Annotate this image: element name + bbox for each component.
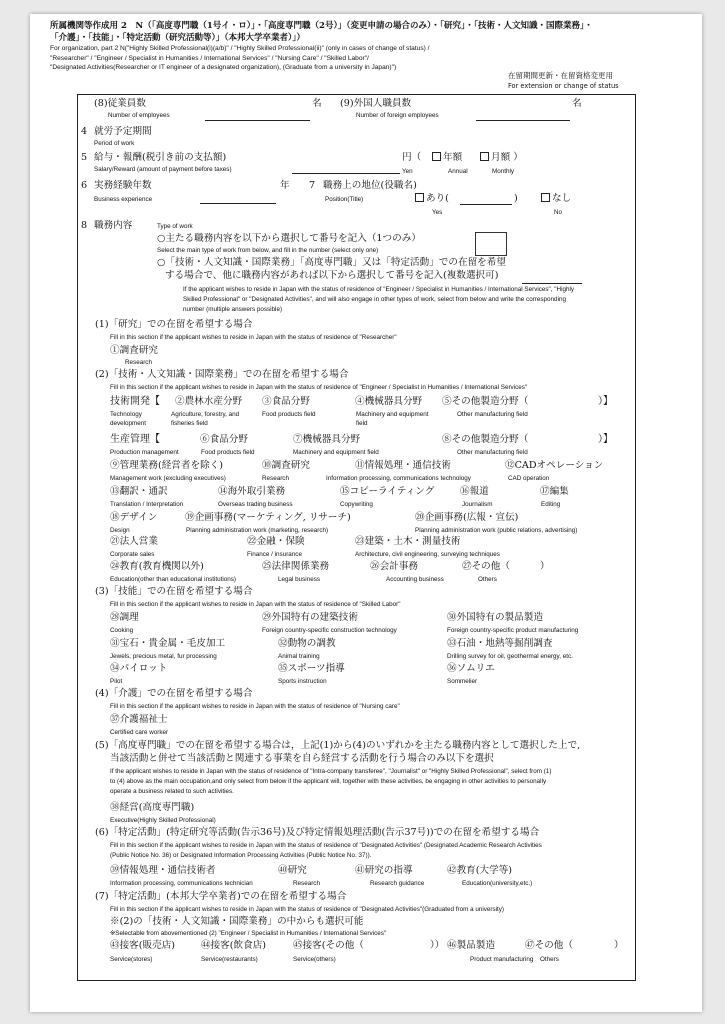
item-37: ㊲介護福祉士: [110, 714, 168, 725]
item-10: ⑩調査研究: [262, 460, 310, 471]
salary-field[interactable]: [292, 173, 400, 174]
item-44-en: Service(restaurants): [201, 956, 258, 963]
monthly-label-en: Monthly: [492, 168, 515, 175]
position-yes-close: ): [514, 193, 518, 204]
item-22-en: Finance / insurance: [247, 551, 302, 558]
other-work-number-field[interactable]: [522, 283, 582, 284]
item-24-en: Education(other than educational institutions): [110, 576, 237, 583]
item-34-en: Pilot: [110, 678, 123, 685]
item-4-en-2: field: [356, 420, 368, 427]
item-26-en: Accounting business: [386, 576, 444, 583]
position-yes-en: Yes: [432, 209, 443, 216]
main-work-number-box[interactable]: [475, 232, 507, 256]
item-17-en: Editing: [541, 501, 561, 508]
section-8-number: 8: [81, 220, 88, 231]
item-14-en: Overseas trading business: [218, 501, 293, 508]
type-of-work-label-en: Type of work: [157, 223, 193, 230]
item-26: ㉖会計事務: [370, 561, 418, 572]
skilled-labor-section-title: (3)「技能」での在留を希望する場合: [95, 586, 253, 597]
item-2: ②農林水産分野: [175, 396, 243, 407]
production-mgmt-en: Production management: [110, 449, 179, 456]
item-6: ⑥食品分野: [200, 434, 248, 445]
tech-dev-en-1: Technology: [110, 411, 142, 418]
designated-research-en-1: Fill in this section if the applicant wishes to reside in Japan with the status of residence of "Designated Activities" (Designated Academic Research Activities: [110, 842, 542, 849]
position-no-label: なし: [552, 193, 572, 204]
other-work-instruction-en-2: Skilled Professional" or "Designated Activities", and will also engage in other types of work, select from below and write the corresponding: [183, 296, 566, 303]
item-22: ㉒金融・保険: [247, 536, 305, 547]
item-42: ㊷教育(大学等): [447, 865, 513, 876]
header-right-jp: 在留期間更新・在留資格変更用: [508, 71, 613, 80]
item-2-en-1: Agriculture, forestry, and: [171, 411, 240, 418]
item-21-en: Corporate sales: [110, 551, 155, 558]
graduate-section-title: (7)「特定活動」(本邦大学卒業者)での在留を希望する場合: [95, 891, 347, 902]
item-15: ⑮コピーライティング: [340, 486, 435, 497]
section-5-number: 5: [81, 152, 88, 163]
employees-field[interactable]: [205, 120, 310, 121]
hsp-section-title-1: (5)「高度専門職」での在留を希望する場合は，上記(1)から(4)のいずれかを主たる職務内容として選択した上で,: [95, 740, 581, 751]
foreign-employees-unit: 名: [572, 98, 582, 109]
item-29-en: Foreign country-specific construction technology: [262, 627, 397, 634]
other-work-instruction-en-1: If the applicant wishes to reside in Japan with the status of residence of "Engineer / Specialist in Humanities / International Services", "Highly: [183, 286, 575, 293]
other-work-instruction-en-3: number (multiple answers possible): [183, 306, 283, 313]
position-no-en: No: [554, 209, 563, 216]
foreign-employees-field[interactable]: [476, 120, 570, 121]
employees-unit: 名: [312, 98, 322, 109]
item-44: ㊹接客(飲食店): [201, 940, 267, 951]
other-work-instruction-2: する場合で、他に職務内容があれば以下から選択して番号を記入(複数選択可): [165, 270, 499, 281]
item-1-research: ①調査研究: [110, 345, 158, 356]
item-18-en: Design: [110, 527, 130, 534]
type-of-work-label: 職務内容: [94, 220, 133, 231]
item-18: ⑱デザイン: [110, 512, 158, 523]
item-47: ㊼その他（: [525, 940, 573, 951]
period-of-work-label-en: Period of work: [94, 140, 135, 147]
item-38-en: Executive(Highly Skilled Professional): [110, 817, 216, 824]
item-4: ④機械器具分野: [355, 396, 423, 407]
form-header: [50, 20, 650, 90]
item-11: ⑪情報処理・通信技術: [355, 460, 451, 471]
item-16: ⑯報道: [460, 486, 489, 497]
item-33-en: Drilling survey for oil, geothermal energy, etc.: [447, 653, 573, 660]
item-30: ㉚外国特有の製品製造: [447, 612, 543, 623]
annual-label-en: Annual: [448, 168, 468, 175]
item-20-en: Planning administration work (public relations, advertising): [415, 527, 578, 534]
item-31: ㉛宝石・貴金属・毛皮加工: [110, 638, 226, 649]
position-title-field[interactable]: [460, 204, 512, 205]
item-45-close: ））: [430, 940, 445, 951]
item-25-en: Legal business: [278, 576, 321, 583]
item-42-en: Education(university,etc.): [462, 880, 533, 887]
header-en-line2: "Researcher" / "Engineer / Specialist in Humanities / International Services" / "Nursing Care" / "Skilled Labor"/: [50, 54, 369, 62]
item-5-en: Other manufacturing field: [457, 411, 528, 418]
item-4-en-1: Machinery and equipment: [356, 411, 429, 418]
item-16-en: Journalism: [462, 501, 493, 508]
section-7-number: 7: [309, 180, 316, 191]
header-en-line1: For organization, part 2 N("Highly Skilled Professional(i)(a/b)" / "Highly Skilled Professional(ii)" (only in cases of change of status) /: [50, 45, 430, 52]
item-27: ㉗その他（: [462, 561, 510, 572]
item-12-en: CAD operation: [508, 475, 550, 482]
item-47-en: Others: [540, 956, 559, 963]
item-38: ㊳経営(高度専門職): [110, 802, 195, 813]
item-24: ㉔教育(教育機関以外): [110, 561, 204, 572]
section-6-number: 6: [81, 180, 88, 191]
graduate-note-en: ※Selectable from abovementioned (2) "Engineer / Specialist in Humanities / International Services": [110, 930, 387, 937]
item-13: ⑬翻訳・通訳: [110, 486, 168, 497]
foreign-employees-label-en: Number of foreign employees: [356, 112, 439, 119]
position-no-checkbox[interactable]: [541, 193, 550, 202]
foreign-employees-label: (9)外国人職員数: [340, 98, 412, 109]
item-3: ③食品分野: [262, 396, 310, 407]
other-work-instruction-1: ○「技術・人文知識・国際業務」「高度専門職」又は「特定活動」での在留を希望: [157, 257, 506, 268]
item-5: ⑤その他製造分野（: [442, 396, 529, 407]
item-23: ㉓建築・土木・測量技術: [355, 536, 461, 547]
experience-label: 実務経験年数: [94, 180, 152, 191]
nursing-section-en: Fill in this section if the applicant wishes to reside in Japan with the status of residence of "Nursing care": [110, 703, 400, 710]
tech-dev-head: 技術開発【: [110, 396, 160, 407]
designated-research-section-title: (6)「特定活動」(特定研究等活動(告示36号)及び特定情報処理活動(告示37号))での在留を希望する場合: [95, 827, 540, 838]
salary-yen-en: Yen: [402, 168, 413, 175]
item-2-en-2: fisheries field: [171, 420, 208, 427]
item-27-en: Others: [478, 576, 497, 583]
item-46: ㊻製品製造: [447, 940, 495, 951]
engineer-section-title: (2)「技術・人文知識・国際業務」での在留を希望する場合: [95, 369, 349, 380]
item-36: ㊱ソムリエ: [447, 663, 495, 674]
item-30-en: Foreign country-specific product manufacturing: [447, 627, 579, 634]
item-10-en: Research: [262, 475, 289, 482]
item-32: ㉜動物の調教: [278, 638, 336, 649]
position-yes-label: あり(: [426, 193, 449, 204]
salary-label-en: Salary/Reward (amount of payment before taxes): [94, 166, 232, 173]
item-47-close: ）: [614, 940, 624, 951]
engineer-section-en: Fill in this section if the applicant wishes to reside in Japan with the status of residence of "Engineer / Specialist in Humanities / International Services": [110, 384, 528, 391]
item-23-en: Architecture, civil engineering, surveying techniques: [355, 551, 500, 558]
skilled-labor-section-en: Fill in this section if the applicant wishes to reside in Japan with the status of residence of "Skilled Labor": [110, 601, 401, 608]
item-7: ⑦機械器具分野: [293, 434, 361, 445]
item-8-en: Other manufacturing field: [457, 449, 528, 456]
hsp-section-title-2: 当該活動と併せて当該活動と関連する事業を自ら経営する活動を行う場合のみ以下を選択: [110, 753, 494, 764]
item-27-close: ）: [540, 561, 550, 572]
item-33: ㉝石油・地熱等掘削調査: [447, 638, 553, 649]
salary-label: 給与・報酬(税引き前の支払額): [94, 152, 227, 163]
header-title-line1: 所属機関等作成用 2 N（「高度専門職（1号イ・ロ）」・「高度専門職（2号）」（変更申請の場合のみ）・「研究」・「技術・人文知識・国際業務」・: [50, 21, 593, 31]
hsp-section-en-1: If the applicant wishes to reside in Japan with the status of residence of "Intra-company transferee", "Journalist" or "Highly Skilled Professional", select from (1): [110, 768, 552, 775]
item-8: ⑧その他製造分野（: [442, 434, 529, 445]
item-13-en: Translation / Interpretation: [110, 501, 184, 508]
item-9: ⑨管理業務(経営者を除く): [110, 460, 224, 471]
item-32-en: Animal training: [278, 653, 320, 660]
item-35: ㉟スポーツ指導: [278, 663, 345, 674]
item-12: ⑫CADオペレーション: [505, 460, 604, 471]
section-4-number: 4: [81, 126, 88, 137]
salary-yen: 円（: [402, 152, 422, 163]
experience-unit: 年: [280, 180, 290, 191]
period-of-work-label: 就労予定期間: [94, 126, 152, 137]
item-40: ㊵研究: [278, 865, 307, 876]
experience-label-en: Business experience: [94, 196, 153, 203]
graduate-section-en: Fill in this section if the applicant wishes to reside in Japan with the status of residence of "Designated Activities"(Graduated from a university): [110, 906, 505, 913]
item-11-en: Information processing, communications technology: [326, 475, 471, 482]
nursing-section-title: (4)「介護」での在留を希望する場合: [95, 688, 253, 699]
item-28-en: Cooking: [110, 627, 134, 634]
item-14: ⑭海外取引業務: [218, 486, 286, 497]
item-3-en: Food products field: [262, 411, 316, 418]
experience-field[interactable]: [200, 203, 276, 204]
employees-label-en: Number of employees: [108, 112, 170, 119]
item-8-close: ）】: [598, 434, 613, 445]
main-work-instruction: ○主たる職務内容を以下から選択して番号を記入（1つのみ）: [157, 233, 421, 244]
item-39: ㊴情報処理・通信技術者: [110, 865, 216, 876]
designated-research-en-2: (Public Notice No. 36) or Designated Information Processing Activities (Public Notice No. 37)).: [110, 852, 372, 859]
item-43: ㊸接客(販売店): [110, 940, 176, 951]
item-39-en: Information processing, communications technician: [110, 880, 253, 887]
employees-label: (8)従業員数: [94, 98, 146, 109]
item-9-en: Management work (excluding executives): [110, 475, 226, 482]
item-37-en: Certified care worker: [110, 729, 169, 736]
main-work-instruction-en: Select the main type of work from below, and fill in the number (select only one): [157, 247, 379, 254]
item-36-en: Sommelier: [447, 678, 478, 685]
item-6-en: Food products field: [201, 449, 255, 456]
position-yes-checkbox[interactable]: [415, 193, 424, 202]
header-en-line3: "Designated Activities(Researcher or IT engineer of a designated organization), (Graduate from a university in Japan)"): [50, 64, 397, 71]
item-5-close: ）】: [598, 396, 613, 407]
position-label: 職務上の地位(役職名): [323, 180, 417, 191]
item-43-en: Service(stores): [110, 956, 153, 963]
item-46-en: Product manufacturing: [470, 956, 534, 963]
item-41-en: Research guidance: [370, 880, 425, 887]
tech-dev-en-2: development: [110, 420, 147, 427]
item-31-en: Jewels, precious metal, fur processing: [110, 653, 217, 660]
production-mgmt-head: 生産管理【: [110, 434, 160, 445]
annual-checkbox[interactable]: [432, 152, 441, 161]
item-19: ⑲企画事務(マーケティング, リサーチ): [185, 512, 351, 523]
item-20: ⑳企画事務(広報・宣伝): [415, 512, 519, 523]
item-35-en: Sports instruction: [278, 678, 327, 685]
header-right-en: For extension or change of status: [508, 82, 619, 90]
researcher-section-en: Fill in this section if the applicant wishes to reside in Japan with the status of residence of "Researcher": [110, 334, 397, 341]
header-title-line2: 「介護」・「技能」・「特定活動（研究活動等）」（本邦大学卒業者）」）: [50, 33, 306, 43]
item-29: ㉙外国特有の建築技術: [262, 612, 358, 623]
hsp-section-en-3: operate a business related to such activities.: [110, 788, 234, 795]
item-28: ㉘調理: [110, 612, 139, 623]
item-40-en: Research: [293, 880, 320, 887]
researcher-section-title: (1)「研究」での在留を希望する場合: [95, 319, 253, 330]
monthly-checkbox[interactable]: [480, 152, 489, 161]
item-1-research-en: Research: [125, 359, 152, 366]
graduate-note: ※(2)の「技術・人文知識・国際業務」の中からも選択可能: [110, 916, 364, 927]
item-17: ⑰編集: [540, 486, 569, 497]
item-7-en: Machinery and equipment field: [293, 449, 379, 456]
hsp-section-en-2: to (4) above as the main occupation,and only select from below if the applicant will, together with these activities, be engaging in other activities to personally: [110, 778, 547, 785]
item-45: ㊺接客(その他（: [293, 940, 364, 951]
item-41: ㊶研究の指導: [355, 865, 413, 876]
item-15-en: Copywriting: [340, 501, 373, 508]
item-34: ㉞パイロット: [110, 663, 168, 674]
monthly-label: 月額 ）: [491, 152, 523, 163]
item-19-en: Planning administration work (marketing, research): [186, 527, 329, 534]
position-label-en: Position(Title): [325, 196, 364, 203]
item-25: ㉕法律関係業務: [262, 561, 330, 572]
item-21: ㉑法人営業: [110, 536, 158, 547]
item-45-en: Service(others): [293, 956, 336, 963]
annual-label: 年額: [443, 152, 463, 163]
